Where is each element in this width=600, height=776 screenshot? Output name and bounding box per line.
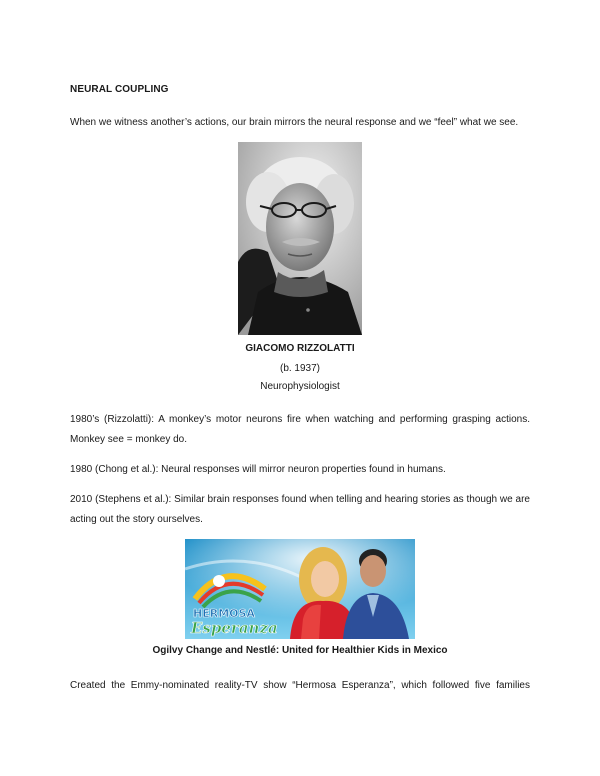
paragraph-chong: 1980 (Chong et al.): Neural responses will mirror neuron properties found in humans.	[70, 464, 446, 475]
paragraph-rizzolatti: 1980’s (Rizzolatti): A monkey’s motor neurons fire when watching and performing grasping actions. Monkey see = monkey do.	[70, 414, 530, 445]
section-heading: NEURAL COUPLING	[70, 84, 169, 95]
intro-paragraph: When we witness another’s actions, our brain mirrors the neural response and we “feel” what we see.	[70, 117, 519, 128]
banner-illustration	[185, 539, 415, 639]
portrait-name: GIACOMO RIZZOLATTI	[245, 343, 355, 354]
rizzolatti-portrait	[238, 142, 362, 335]
banner-caption: Ogilvy Change and Nestlé: United for Healthier Kids in Mexico	[152, 645, 448, 656]
logo-hermosa: HERMOSA	[193, 607, 255, 620]
portrait-role: Neurophysiologist	[260, 381, 340, 392]
paragraph-stephens: 2010 (Stephens et al.): Similar brain responses found when telling and hearing stories as though we are acting out the story ourselves.	[70, 494, 530, 525]
hermosa-esperanza-banner	[185, 539, 415, 639]
portrait-illustration	[238, 142, 362, 335]
closing-paragraph: Created the Emmy-nominated reality-TV show “Hermosa Esperanza”, which followed five families	[70, 680, 530, 691]
logo-esperanza: Esperanza	[191, 619, 278, 637]
portrait-years: (b. 1937)	[279, 363, 321, 374]
